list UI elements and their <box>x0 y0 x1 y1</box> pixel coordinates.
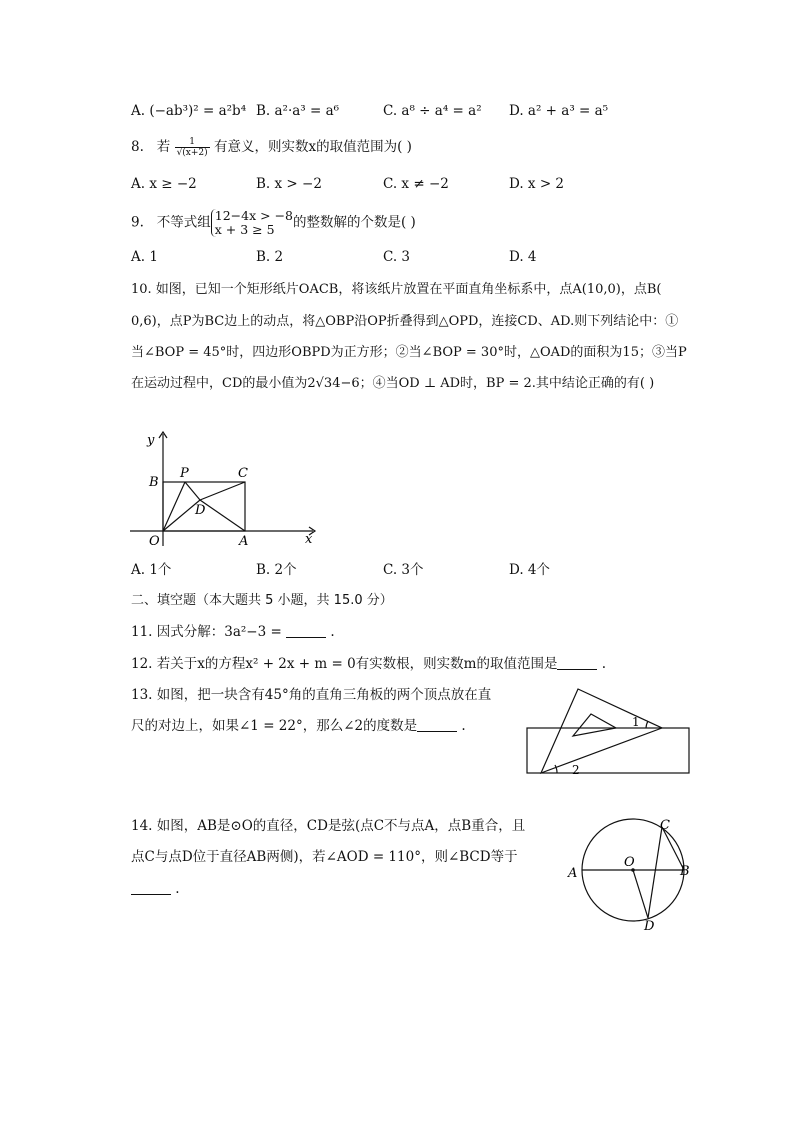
q13-figure <box>522 684 694 780</box>
q8-pre: 若 <box>156 139 171 155</box>
label-b: B <box>149 475 159 490</box>
q13-line-2 <box>131 716 466 736</box>
label-d: D <box>195 503 206 518</box>
q14-answer-blank[interactable] <box>131 880 171 895</box>
q8-option-b: B. x > −2 <box>256 176 322 192</box>
q8-option-a: A. x ≥ −2 <box>131 176 197 192</box>
q12-answer-blank[interactable] <box>557 655 597 670</box>
q8-post: 有意义，则实数x的取值范围为( ) <box>213 139 412 155</box>
q7-option-a: A. (−ab³)² = a²b⁴ <box>131 103 247 119</box>
q10-line-2: 0,6)，点P为BC边上的动点，将△OBP沿OP折叠得到△OPD，连接CD、AD.则下列结论中：① <box>131 314 679 329</box>
q9-pre: 不等式组 <box>156 214 211 231</box>
q14-figure <box>562 812 698 936</box>
q10-option-d: D. 4个 <box>509 562 551 578</box>
q11-pre: 11. 因式分解：3a²−3 = <box>131 624 282 640</box>
section-2-title: 二、填空题（本大题共 5 小题，共 15.0 分） <box>131 593 393 608</box>
q10-figure <box>125 428 325 550</box>
q8-fraction <box>175 137 210 158</box>
label-angle-2: 2 <box>572 763 580 777</box>
q14-line-1: 14. 如图，AB是⊙O的直径，CD是弦(点C不与点A，点B重合，且 <box>131 818 526 834</box>
label-y: y <box>147 433 155 448</box>
q13-post: . <box>461 718 466 734</box>
label-d: D <box>644 919 655 934</box>
segment-ad <box>200 500 245 531</box>
q9-option-d: D. 4 <box>509 249 537 265</box>
q10-option-b: B. 2个 <box>256 562 297 578</box>
q11-answer-blank[interactable] <box>286 623 326 638</box>
q9-stem <box>131 209 416 237</box>
set-square-inner <box>573 714 616 736</box>
q10-option-a: A. 1个 <box>131 562 172 578</box>
q14-line-2: 点C与点D位于直径AB两侧)，若∠AOD = 110°，则∠BCD等于 <box>131 849 518 865</box>
q9-post: 的整数解的个数是( ) <box>293 214 416 231</box>
q7-option-c: C. a⁸ ÷ a⁴ = a² <box>383 103 482 119</box>
chord-cd <box>648 827 662 918</box>
q10-line-1: 10. 如图，已知一个矩形纸片OACB，将该纸片放置在平面直角坐标系中，点A(10,0)，点B( <box>131 282 662 297</box>
label-c: C <box>238 466 248 481</box>
segment-pd <box>185 482 200 500</box>
q8-number: 8. <box>131 139 144 155</box>
q9-option-c: C. 3 <box>383 249 411 265</box>
q13-answer-blank[interactable] <box>417 717 457 732</box>
label-a: A <box>239 534 249 549</box>
label-x: x <box>305 532 313 547</box>
q12-pre: 12. 若关于x的方程x² + 2x + m = 0有实数根，则实数m的取值范围是 <box>131 656 558 672</box>
q8-frac-den: √(x+2) <box>176 148 208 158</box>
label-a: A <box>568 866 578 881</box>
label-o: O <box>149 534 160 549</box>
segment-od <box>633 870 648 918</box>
q14-line-3 <box>131 879 180 899</box>
segment-cd <box>200 482 245 500</box>
q13-line-1: 13. 如图，把一块含有45°角的直角三角板的两个顶点放在直 <box>131 687 492 703</box>
q11-stem <box>131 622 335 642</box>
q7-option-d: D. a² + a³ = a⁵ <box>509 103 609 119</box>
q7-option-b: B. a²·a³ = a⁶ <box>256 103 340 119</box>
label-c: C <box>660 818 670 833</box>
q8-frac-num: 1 <box>175 137 210 148</box>
label-o: O <box>624 855 635 870</box>
label-p: P <box>180 466 189 481</box>
q8-option-c: C. x ≠ −2 <box>383 176 449 192</box>
q10-option-c: C. 3个 <box>383 562 424 578</box>
q9-option-b: B. 2 <box>256 249 284 265</box>
q10-line-4: 在运动过程中，CD的最小值为2√34−6；④当OD ⊥ AD时，BP = 2.其中结论正确的有( ) <box>131 376 655 391</box>
q13-line-2-text: 尺的对边上，如果∠1 = 22°，那么∠2的度数是 <box>131 718 418 734</box>
q9-inequality-system <box>211 209 293 237</box>
q8-stem <box>131 137 412 158</box>
q14-post: . <box>175 881 180 897</box>
q9-ineq-1: 12−4x > −8 <box>214 208 293 223</box>
q9-ineq-2: x + 3 ≥ 5 <box>214 222 275 237</box>
q10-line-3: 当∠BOP = 45°时，四边形OBPD为正方形；②当∠BOP = 30°时，△OAD的面积为15；③当P <box>131 345 687 360</box>
angle-1-arc <box>646 721 648 728</box>
q8-option-d: D. x > 2 <box>509 176 565 192</box>
segment-op <box>163 482 185 531</box>
label-angle-1: 1 <box>632 715 640 729</box>
q12-stem <box>131 654 606 674</box>
q9-number: 9. <box>131 214 144 231</box>
label-b: B <box>680 864 690 879</box>
q9-option-a: A. 1 <box>131 249 158 265</box>
angle-2-arc <box>555 765 557 773</box>
q11-post: . <box>330 624 335 640</box>
q12-post: . <box>601 656 607 672</box>
